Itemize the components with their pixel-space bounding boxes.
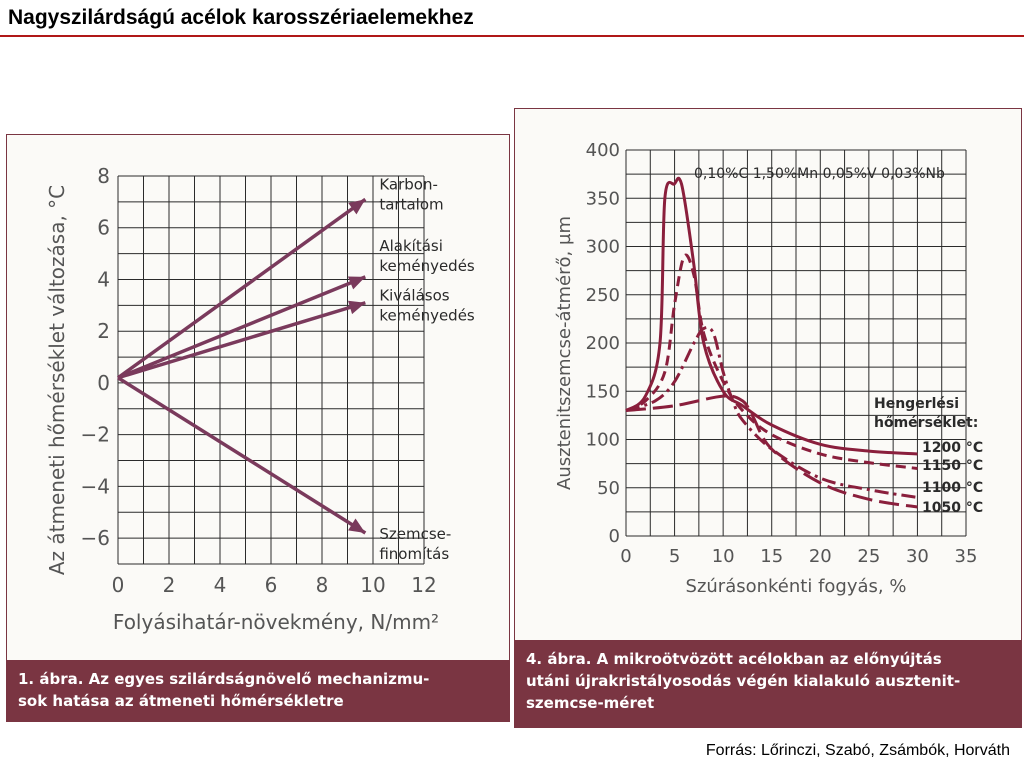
chart-2-legend-title: Hengerlési — [874, 396, 960, 412]
chart-2-series-label: 1100 °C — [922, 480, 984, 496]
chart-1-x-tick-label: 10 — [360, 573, 386, 597]
chart-2-legend-title: hőmérséklet: — [874, 415, 979, 431]
chart-2-caption-line: szemcse-méret — [526, 694, 655, 712]
chart-2-y-tick-label: 50 — [597, 477, 620, 499]
chart-2-caption-line: utáni újrakristályosodás végén kialakuló ausztenit- — [526, 672, 961, 690]
chart-1-caption-line: 1. ábra. Az egyes szilárdságnövelő mechanizmu- — [18, 670, 430, 688]
chart-2-x-axis-label: Szúrásonkénti fogyás, % — [685, 576, 907, 597]
chart-2-x-tick-label: 5 — [668, 546, 681, 567]
chart-1-series-label: keményedés — [379, 256, 475, 275]
chart-1-series-label: Kiválásos — [379, 286, 450, 305]
chart-1-x-tick-label: 2 — [162, 573, 176, 597]
chart-2-series-label: 1050 °C — [922, 500, 984, 516]
slide-title: Nagyszilárdságú acélok karosszériaelemekhez — [8, 6, 474, 29]
chart-1-x-tick-label: 12 — [411, 573, 437, 597]
chart-2-y-tick-label: 150 — [585, 381, 620, 403]
source-credit: Forrás: Lőrinczi, Szabó, Zsámbók, Horváth — [705, 742, 1010, 759]
chart-1-x-tick-label: 0 — [111, 573, 125, 597]
chart-2-caption-line: 4. ábra. A mikroötvözött acélokban az előnyújtás — [526, 650, 942, 668]
chart-1-series-label: Alakítási — [379, 236, 443, 255]
chart-1-series-label: Szemcse- — [379, 524, 452, 543]
chart-2-y-tick-label: 200 — [585, 333, 620, 354]
chart-2-y-tick-label: 350 — [585, 188, 620, 210]
chart-2-x-tick-label: 0 — [620, 546, 632, 567]
chart-2-x-tick-label: 25 — [857, 546, 881, 567]
chart-1-y-axis-label: Az átmeneti hőmérséklet változása, °C — [45, 184, 69, 576]
chart-1-y-tick-label: 2 — [97, 319, 110, 344]
chart-1-y-tick-label: 0 — [97, 370, 110, 395]
chart-2-y-tick-label: 100 — [585, 429, 620, 451]
chart-1-y-tick-label: −6 — [80, 526, 110, 551]
chart-2-y-axis-label: Ausztenitszemcse-átmérő, µm — [554, 216, 575, 490]
chart-1-y-tick-label: −4 — [80, 474, 110, 499]
chart-1-y-tick-label: −2 — [80, 422, 110, 447]
chart-2-series-label: 1150 °C — [922, 458, 984, 474]
chart-panel-1 — [6, 134, 510, 722]
chart-1-y-tick-label: 8 — [97, 164, 110, 188]
chart-1-x-axis-label: Folyásihatár-növekmény, N/mm² — [112, 610, 440, 634]
chart-2-series-label: 1200 °C — [922, 440, 984, 456]
chart-2-y-tick-label: 0 — [608, 526, 620, 547]
chart-2-x-tick-label: 10 — [711, 546, 735, 567]
chart-2-svg — [514, 108, 1022, 728]
chart-2-y-tick-label: 250 — [585, 284, 620, 306]
title-divider — [0, 35, 1024, 37]
chart-1-x-tick-label: 4 — [213, 573, 227, 597]
chart-2-composition-label: 0,10%C 1,50%Mn 0,05%V 0,03%Nb — [694, 166, 945, 182]
chart-2-x-tick-label: 15 — [760, 546, 784, 567]
chart-2-x-tick-label: 30 — [905, 546, 929, 567]
chart-1-series-label: Karbon- — [379, 175, 438, 194]
chart-2-caption — [514, 640, 1022, 728]
chart-2-y-tick-label: 400 — [585, 140, 620, 161]
chart-1-x-tick-label: 6 — [264, 573, 278, 597]
chart-2-x-tick-label: 20 — [808, 546, 832, 567]
chart-1-y-tick-label: 4 — [97, 267, 110, 292]
chart-1-series-label: keményedés — [379, 306, 475, 325]
chart-1-x-tick-label: 8 — [315, 573, 329, 597]
chart-2-x-tick-label: 35 — [954, 546, 978, 567]
chart-panel-2 — [514, 108, 1022, 728]
chart-1-svg — [6, 134, 510, 722]
chart-1-series-label: finomítás — [379, 544, 450, 563]
chart-1-caption — [6, 660, 510, 722]
chart-1-series-label: tartalom — [379, 195, 444, 214]
chart-1-caption-line: sok hatása az átmeneti hőmérsékletre — [18, 692, 344, 710]
chart-1-y-tick-label: 6 — [97, 215, 110, 240]
chart-2-y-tick-label: 300 — [585, 236, 620, 258]
